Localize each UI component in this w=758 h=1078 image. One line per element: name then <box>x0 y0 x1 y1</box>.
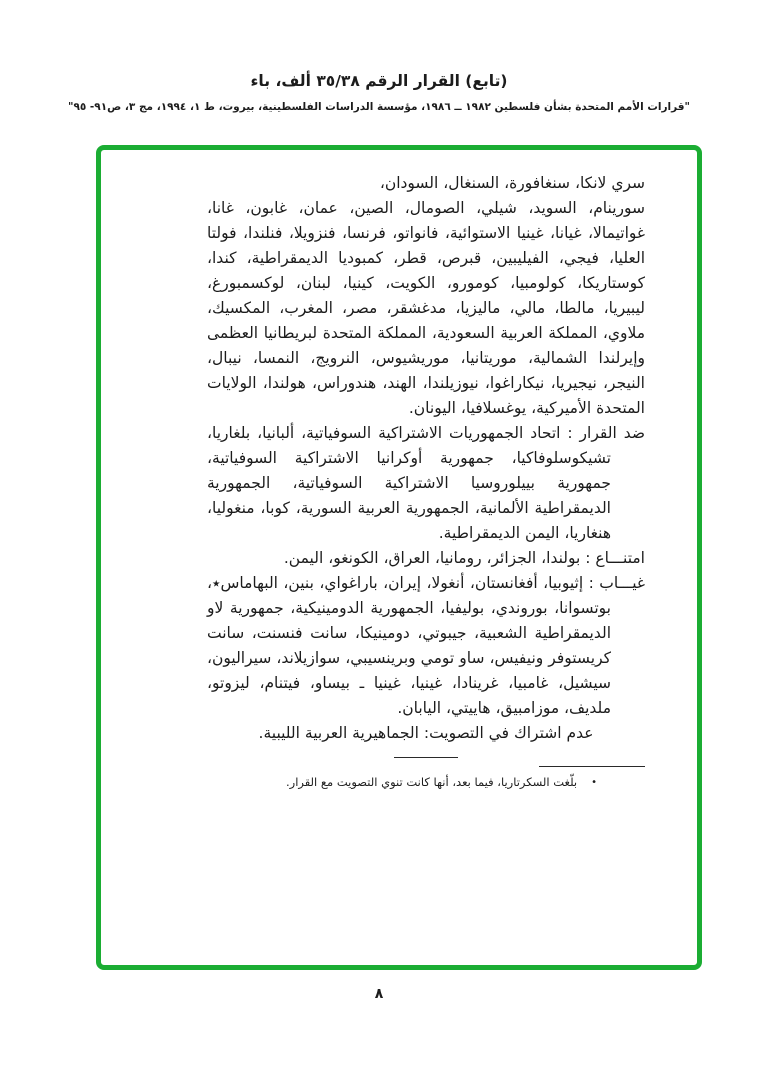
document-header <box>0 72 758 113</box>
absent-label: غيـــاب : <box>588 574 645 592</box>
section-end-rule <box>394 757 458 758</box>
vote-against-label: ضد القرار : <box>567 424 645 442</box>
vote-for-continuation-paragraph <box>207 171 645 421</box>
footnote-marker: • <box>591 777 597 788</box>
abstention-text: بولندا، الجزائر، رومانيا، العراق، الكونغو، اليمن. <box>283 549 581 567</box>
absent-text: إثيوبيا، أفغانستان، أنغولا، إيران، باراغواي، بنين، البهاماس٭، بوتسوانا، بوروندي، بوليفيا، الجمهورية الدومينيكية، جمهورية لاو الديمقراطية الشعبية، جيبوتي، دومينيكا، سانت فنسنت، سانت كريستوفر ونيفيس، ساو تومي وبرينسيبي، سوازيلاند، سيراليون، سيشيل، غامبيا، غرينادا، غينيا، غينيا ـ بيساو، فيتنام، ليزوتو، ملديف، موزامبيق، هاييتي، اليابان. <box>207 574 611 717</box>
footnote-text: بلّغت السكرتاريا، فيما بعد، أنها كانت تنوي التصويت مع القرار. <box>285 775 578 789</box>
annotation-box <box>96 145 702 970</box>
no-participation-line: عدم اشتراك في التصويت: الجماهيرية العربية الليبية. <box>258 724 594 742</box>
page-number: ٨ <box>374 986 384 1002</box>
body-text <box>207 171 645 965</box>
footnote <box>207 774 645 792</box>
abstention-label: امتنـــاع : <box>585 549 645 567</box>
footnote-rule <box>539 766 645 767</box>
page-title: (تابع) القرار الرقم ٣٥/٣٨ ألف، باء <box>250 72 508 90</box>
vote-for-rest: سورينام، السويد، شيلي، الصومال، الصين، عمان، غابون، غانا، غواتيمالا، غيانا، غينيا الاستوائية، فانواتو، فرنسا، فنزويلا، فنلندا، فولتا العليا، فيجي، الفيليبين، قبرص، قطر، كمبوديا الديمقراطية، كندا، كوستاريكا، كولومبيا، كومورو، الكويت، كينيا، لبنان، لوكسمبورغ، ليبيريا، مالطا، مالي، ماليزيا، مدغشقر، مصر، المغرب، المكسيك، ملاوي، المملكة العربية السعودية، المملكة المتحدة لبريطانيا العظمى وإيرلندا الشمالية، موريتانيا، موريشيوس، النرويج، النمسا، نيبال، النيجر، نيجيريا، نيكاراغوا، نيوزيلندا، الهند، هندوراس، هولندا، الولايات المتحدة الأميركية، يوغسلافيا، اليونان. <box>207 199 645 417</box>
source-citation: "قرارات الأمم المتحدة بشأن فلسطين ١٩٨٢ ــ ١٩٨٦، مؤسسة الدراسات الفلسطينية، بيروت، ط ١، ١٩٩٤، مج ٣، ص٩١- ٩٥" <box>67 101 691 113</box>
absent-entry <box>207 571 645 721</box>
vote-for-first-line: سري لانكا، سنغافورة، السنغال، السودان، <box>379 174 645 192</box>
abstention-entry <box>207 546 645 571</box>
vote-against-entry <box>207 421 645 546</box>
vote-against-text: اتحاد الجمهوريات الاشتراكية السوفياتية، ألبانيا، بلغاريا، تشيكوسلوفاكيا، جمهورية أوكرانيا الاشتراكية السوفياتية، جمهورية بييلوروسيا الاشتراكية السوفياتية، الجمهورية الديمقراطية الألمانية، الجمهورية العربية السورية، كوبا، منغوليا، هنغاريا، اليمن الديمقراطية. <box>207 424 611 542</box>
